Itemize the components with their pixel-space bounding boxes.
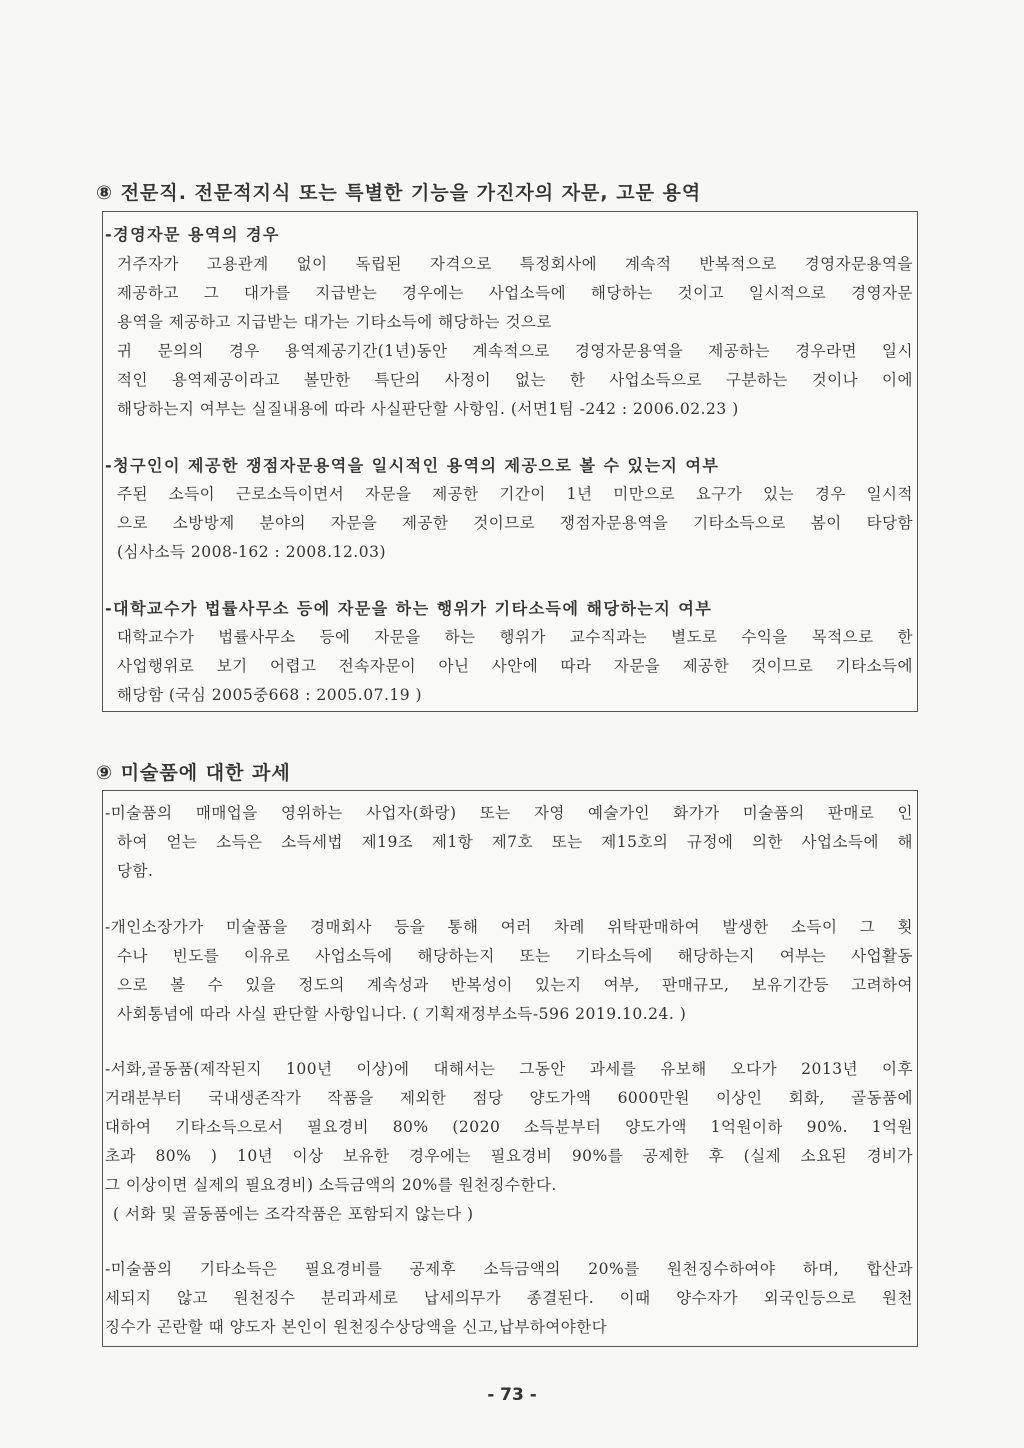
block-line: 대하여 기타소득으로서 필요경비 80% (2020 소득분부터 양도가액 1억원이하 90%. 1억원 (105, 1118, 913, 1136)
block-line: 세되지 않고 원천징수 분리과세로 납세의무가 종결된다. 이때 양수자가 외국인등으로 원천 (105, 1289, 913, 1307)
block-line: 제공하고 그 대가를 지급받는 경우에는 사업소득에 해당하는 것이고 일시적으로 경영자문 (117, 284, 913, 302)
section-8-box (102, 211, 918, 712)
block-line: 용역을 제공하고 지급받는 대가는 기타소득에 해당하는 것으로 (117, 313, 552, 331)
block-line: (심사소득 2008-162 : 2008.12.03) (117, 543, 387, 561)
block-line: -서화,골동품(제작된지 100년 이상)에 대해서는 그동안 과세를 유보해 오다가 2013년 이후 (105, 1060, 913, 1078)
block-heading: -청구인이 제공한 쟁점자문용역을 일시적인 용역의 제공으로 볼 수 있는지 여부 (105, 456, 720, 475)
block-line: -미술품의 기타소득은 필요경비를 공제후 소득금액의 20%를 원천징수하여야 하며, 합산과 (105, 1260, 913, 1278)
block-line: 초과 80% ) 10년 이상 보유한 경우에는 필요경비 90%를 공제한 후 (실제 소요된 경비가 (105, 1147, 913, 1165)
block-heading: -경영자문 용역의 경우 (105, 225, 280, 244)
section-9-title: ⑨ 미술품에 대한 과세 (96, 762, 291, 784)
block-line: -개인소장가가 미술품을 경매회사 등을 통해 여러 차례 위탁판매하여 발생한 소득이 그 횟 (105, 918, 913, 936)
section-8-title: ⑧ 전문직. 전문적지식 또는 특별한 기능을 가진자의 자문, 고문 용역 (96, 182, 702, 204)
block-line: 으로 볼 수 있을 정도의 계속성과 반복성이 있는지 여부, 판매규모, 보유기간등 고려하여 (117, 976, 913, 994)
block-line: 으로 소방방제 분야의 자문을 제공한 것이므로 쟁점자문용역을 기타소득으로 봄이 타당함 (117, 514, 913, 532)
block-line: 거주자가 고용관계 없이 독립된 자격으로 특정회사에 계속적 반복적으로 경영자문용역을 (117, 255, 913, 273)
block-line: 주된 소득이 근로소득이면서 자문을 제공한 기간이 1년 미만으로 요구가 있는 경우 일시적 (117, 485, 913, 503)
block-line: 귀 문의의 경우 용역제공기간(1년)동안 계속적으로 경영자문용역을 제공하는 경우라면 일시 (117, 342, 913, 360)
block-line: 그 이상이면 실제의 필요경비) 소득금액의 20%를 원천징수한다. (105, 1176, 557, 1194)
section-9-box (102, 790, 918, 1347)
block-line: 사업행위로 보기 어렵고 전속자문이 아닌 사안에 따라 자문을 제공한 것이므로 기타소득에 (117, 657, 913, 675)
block-line: -미술품의 매매업을 영위하는 사업자(화랑) 또는 자영 예술가인 화가가 미술품의 판매로 인 (105, 804, 913, 822)
block-line: 사회통념에 따라 사실 판단할 사항입니다. ( 기획재정부소득-596 2019.10.24. ) (117, 1005, 687, 1023)
block-line: 해당하는지 여부는 실질내용에 따라 사실판단할 사항임. (서면1팀 -242 : 2006.02.23 ) (117, 400, 739, 418)
block-heading: -대학교수가 법률사무소 등에 자문을 하는 행위가 기타소득에 해당하는지 여부 (105, 599, 713, 618)
block-line: 해당함 (국심 2005중668 : 2005.07.19 ) (117, 686, 423, 704)
block-line: 적인 용역제공이라고 볼만한 특단의 사정이 없는 한 사업소득으로 구분하는 것이나 이에 (117, 371, 913, 389)
block-line: 하여 얻는 소득은 소득세법 제19조 제1항 제7호 또는 제15호의 규정에 의한 사업소득에 해 (117, 833, 913, 851)
page-number: - 73 - (487, 1385, 537, 1405)
block-line: 당함. (117, 862, 154, 880)
block-line: 거래분부터 국내생존작가 작품을 제외한 점당 양도가액 6000만원 이상인 회화, 골동품에 (105, 1089, 913, 1107)
block-line: ( 서화 및 골동품에는 조각작품은 포함되지 않는다 ) (113, 1205, 474, 1223)
block-line: 수나 빈도를 이유로 사업소득에 해당하는지 또는 기타소득에 해당하는지 여부는 사업활동 (117, 947, 913, 965)
block-line: 징수가 곤란할 때 양도자 본인이 원천징수상당액을 신고,납부하여야한다 (105, 1318, 608, 1336)
block-line: 대학교수가 법률사무소 등에 자문을 하는 행위가 교수직과는 별도로 수익을 목적으로 한 (117, 628, 913, 646)
